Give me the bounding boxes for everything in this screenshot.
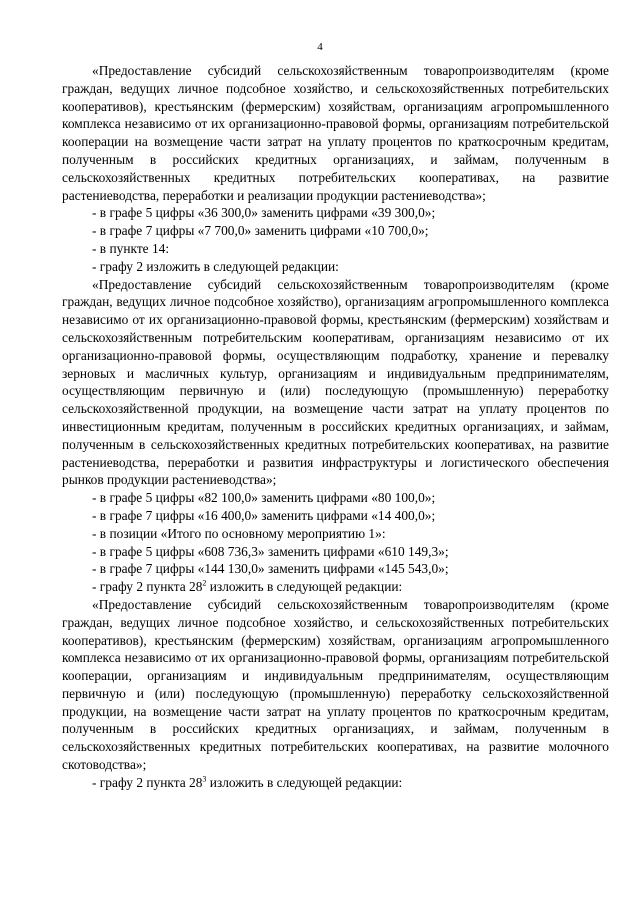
paragraph-item-14: - в пункте 14: bbox=[92, 240, 170, 256]
item-28-2-before: - графу 2 пункта 28 bbox=[92, 579, 203, 595]
paragraph-column5-replace-3: - в графе 5 цифры «608 736,3» заменить цифрами «610 149,3»; bbox=[92, 543, 449, 559]
paragraph-subsidy-short-term-crop: «Предоставление субсидий сельскохозяйственным товаропроизводителям (кроме граждан, ведущих личное подсобное хозяйство, и сельскохозяйственных потребительских кооперативов), крестьянским (фермерским) хозяйствам, организациям агропромышленного комплекса независимо от их организационно-правовой формы, организациям потребительской кооперации на возмещение части затрат на уплату процентов по краткосрочным кредитам, полученным в российских кредитных организациях, и займам, полученным в сельскохозяйственных кредитных потребительских кооперативах, на развитие растениеводства, переработки и реализации продукции растениеводства»; bbox=[62, 63, 609, 203]
paragraph-column7-replace-1: - в графе 7 цифры «7 700,0» заменить цифрами «10 700,0»; bbox=[92, 223, 429, 239]
paragraph-total-position: - в позиции «Итого по основному мероприятию 1»: bbox=[92, 525, 386, 541]
item-28-3-after: изложить в следующей редакции: bbox=[206, 774, 403, 790]
paragraph-item-28-3 bbox=[62, 774, 609, 792]
paragraph-column5-replace-1: - в графе 5 цифры «36 300,0» заменить цифрами «39 300,0»; bbox=[92, 205, 436, 221]
document-body bbox=[62, 62, 609, 792]
item-28-3-superscript: 3 bbox=[202, 774, 207, 784]
paragraph-column5-replace-2: - в графе 5 цифры «82 100,0» заменить цифрами «80 100,0»; bbox=[92, 490, 436, 506]
paragraph-subsidy-investment-crop: «Предоставление субсидий сельскохозяйственным товаропроизводителям (кроме граждан, ведущих личное подсобное хозяйство), организациям агропромышленного комплекса независимо от их организационно-правовой формы, крестьянским (фермерским) хозяйствам и сельскохозяйственным потребительским кооперативам, организациям независимо от их организационно-правовой формы, осуществляющим подработку, хранение и перевалку зерновых и масличных культур, организациям и индивидуальным предпринимателям, осуществляющим первичную и (или) последующую (промышленную) переработку сельскохозяйственной продукции, на возмещение части затрат на уплату процентов по инвестиционным кредитам, полученным в российских кредитных организациях, и займам, полученным в сельскохозяйственных кредитных потребительских кооперативах, на развитие растениеводства, переработки и развития инфраструктуры и логистического обеспечения рынков продукции растениеводства»; bbox=[62, 276, 609, 488]
paragraph-item-28-2 bbox=[62, 578, 609, 596]
paragraph-column7-replace-2: - в графе 7 цифры «16 400,0» заменить цифрами «14 400,0»; bbox=[92, 507, 436, 523]
item-28-2-after: изложить в следующей редакции: bbox=[206, 579, 403, 595]
page-number: 4 bbox=[317, 41, 323, 53]
item-28-2-superscript: 2 bbox=[202, 578, 207, 588]
paragraph-column7-replace-3: - в графе 7 цифры «144 130,0» заменить цифрами «145 543,0»; bbox=[92, 561, 449, 577]
item-28-3-before: - графу 2 пункта 28 bbox=[92, 774, 203, 790]
paragraph-subsidy-dairy: «Предоставление субсидий сельскохозяйственным товаропроизводителям (кроме граждан, ведущих личное подсобное хозяйство, и сельскохозяйственных потребительских кооперативов), крестьянским (фермерским) хозяйствам, организациям агропромышленного комплекса независимо от их организационно-правовой формы, организациям потребительской кооперации, организациям и индивидуальным предпринимателям, осуществляющим первичную и (или) последующую (промышленную) переработку сельскохозяйственной продукции, на возмещение части затрат на уплату процентов по краткосрочным кредитам, полученным в российских кредитных организациях, и займам, полученным в сельскохозяйственных кредитных потребительских кооперативах, на развитие молочного скотоводства»; bbox=[62, 596, 609, 773]
paragraph-column2-restate: - графу 2 изложить в следующей редакции: bbox=[92, 258, 339, 274]
